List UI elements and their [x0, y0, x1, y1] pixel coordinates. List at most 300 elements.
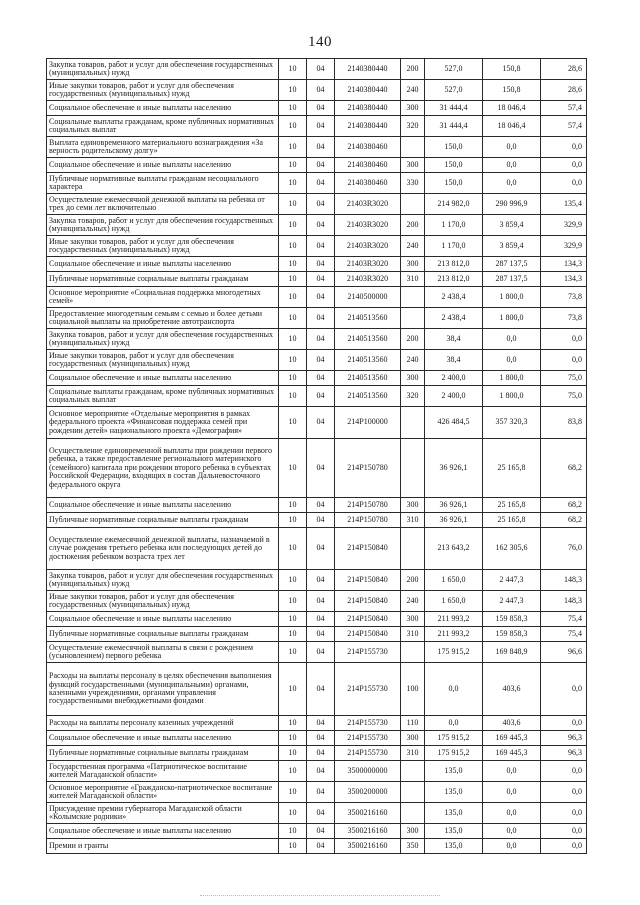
table-row	[47, 116, 587, 137]
row-plan-amount: 211 993,2	[425, 627, 483, 642]
row-name: Социальное обеспечение и иные выплаты населению	[47, 158, 279, 173]
row-subsection-code: 04	[307, 513, 335, 528]
row-plan-amount: 214 982,0	[425, 194, 483, 215]
row-plan-amount: 31 444,4	[425, 116, 483, 137]
row-target-article-code: 3500216160	[335, 803, 401, 824]
row-expense-type-code: 100	[401, 663, 425, 716]
row-expense-type-code: 300	[401, 731, 425, 746]
row-expense-type-code: 310	[401, 513, 425, 528]
table-row	[47, 371, 587, 386]
row-subsection-code: 04	[307, 839, 335, 854]
table-row	[47, 59, 587, 80]
row-target-article-code: 2140380460	[335, 137, 401, 158]
row-execution-percent: 75,4	[541, 612, 587, 627]
row-section-code: 10	[279, 761, 307, 782]
row-execution-percent: 76,0	[541, 528, 587, 570]
row-subsection-code: 04	[307, 498, 335, 513]
row-actual-amount: 150,8	[483, 80, 541, 101]
row-plan-amount: 0,0	[425, 663, 483, 716]
row-subsection-code: 04	[307, 215, 335, 236]
row-name: Социальное обеспечение и иные выплаты населению	[47, 612, 279, 627]
row-target-article-code: 21403R3020	[335, 194, 401, 215]
table-row	[47, 272, 587, 287]
table-row	[47, 80, 587, 101]
row-execution-percent: 0,0	[541, 824, 587, 839]
row-target-article-code: 214P150780	[335, 513, 401, 528]
row-name: Социальное обеспечение и иные выплаты населению	[47, 498, 279, 513]
table-row	[47, 591, 587, 612]
row-actual-amount: 159 858,3	[483, 627, 541, 642]
table-row	[47, 839, 587, 854]
row-actual-amount: 25 165,8	[483, 513, 541, 528]
row-subsection-code: 04	[307, 116, 335, 137]
table-row	[47, 386, 587, 407]
row-name: Расходы на выплаты персоналу в целях обеспечения выполнения функций государственными (муниципальными) органами, казенными учреждениями, органами управления государственными внебюджетными фондами	[47, 663, 279, 716]
row-actual-amount: 3 859,4	[483, 215, 541, 236]
row-actual-amount: 357 320,3	[483, 407, 541, 439]
row-target-article-code: 214P155730	[335, 663, 401, 716]
row-target-article-code: 2140513560	[335, 371, 401, 386]
row-execution-percent: 0,0	[541, 173, 587, 194]
row-execution-percent: 83,8	[541, 407, 587, 439]
row-target-article-code: 3500000000	[335, 761, 401, 782]
row-name: Социальные выплаты гражданам, кроме публичных нормативных социальных выплат	[47, 116, 279, 137]
table-row	[47, 439, 587, 498]
row-expense-type-code	[401, 642, 425, 663]
row-expense-type-code: 320	[401, 116, 425, 137]
row-name: Иные закупки товаров, работ и услуг для обеспечения государственных (муниципальных) нужд	[47, 236, 279, 257]
row-subsection-code: 04	[307, 236, 335, 257]
row-target-article-code: 2140513560	[335, 308, 401, 329]
row-subsection-code: 04	[307, 663, 335, 716]
row-execution-percent: 0,0	[541, 329, 587, 350]
row-execution-percent: 57,4	[541, 101, 587, 116]
row-expense-type-code: 240	[401, 350, 425, 371]
row-plan-amount: 175 915,2	[425, 642, 483, 663]
row-subsection-code: 04	[307, 287, 335, 308]
row-plan-amount: 213 812,0	[425, 272, 483, 287]
row-name: Осуществление единовременной выплаты при рождении первого ребенка, а также предоставление регионального материнского (семейного) капитала при рождении второго ребенка в субъектах Российской Федерации, входящих в состав Дальневосточного федерального округа	[47, 439, 279, 498]
row-section-code: 10	[279, 782, 307, 803]
row-execution-percent: 75,0	[541, 371, 587, 386]
row-section-code: 10	[279, 642, 307, 663]
row-name: Иные закупки товаров, работ и услуг для обеспечения государственных (муниципальных) нужд	[47, 350, 279, 371]
row-actual-amount: 0,0	[483, 761, 541, 782]
row-subsection-code: 04	[307, 803, 335, 824]
row-section-code: 10	[279, 272, 307, 287]
row-execution-percent: 0,0	[541, 782, 587, 803]
row-section-code: 10	[279, 59, 307, 80]
row-subsection-code: 04	[307, 272, 335, 287]
row-target-article-code: 3500200000	[335, 782, 401, 803]
row-expense-type-code: 110	[401, 716, 425, 731]
row-execution-percent: 329,9	[541, 215, 587, 236]
row-target-article-code: 214P150840	[335, 612, 401, 627]
row-name: Публичные нормативные социальные выплаты гражданам	[47, 746, 279, 761]
row-name: Осуществление ежемесячной денежной выплаты, назначаемой в случае рождения третьего ребенка или последующих детей до достижения ребенком возраста трех лет	[47, 528, 279, 570]
row-section-code: 10	[279, 116, 307, 137]
row-plan-amount: 135,0	[425, 782, 483, 803]
row-name: Осуществление ежемесячной денежной выплаты на ребенка от трех до семи лет включительно	[47, 194, 279, 215]
row-execution-percent: 73,8	[541, 308, 587, 329]
row-actual-amount: 287 137,5	[483, 272, 541, 287]
row-expense-type-code: 200	[401, 59, 425, 80]
budget-table-body	[47, 59, 587, 854]
row-execution-percent: 28,6	[541, 80, 587, 101]
row-expense-type-code: 300	[401, 498, 425, 513]
row-plan-amount: 213 643,2	[425, 528, 483, 570]
row-subsection-code: 04	[307, 824, 335, 839]
row-name: Выплата единовременного материального вознаграждения «За верность родительскому долгу»	[47, 137, 279, 158]
row-target-article-code: 21403R3020	[335, 272, 401, 287]
row-subsection-code: 04	[307, 80, 335, 101]
row-subsection-code: 04	[307, 782, 335, 803]
row-target-article-code: 214P150780	[335, 439, 401, 498]
row-section-code: 10	[279, 257, 307, 272]
row-actual-amount: 403,6	[483, 663, 541, 716]
row-section-code: 10	[279, 158, 307, 173]
row-subsection-code: 04	[307, 329, 335, 350]
row-plan-amount: 36 926,1	[425, 513, 483, 528]
row-name: Социальное обеспечение и иные выплаты населению	[47, 731, 279, 746]
row-target-article-code: 2140380440	[335, 80, 401, 101]
row-target-article-code: 214P155730	[335, 716, 401, 731]
row-actual-amount: 1 800,0	[483, 287, 541, 308]
table-row	[47, 731, 587, 746]
row-expense-type-code: 300	[401, 158, 425, 173]
row-actual-amount: 290 996,9	[483, 194, 541, 215]
row-subsection-code: 04	[307, 350, 335, 371]
row-target-article-code: 214P100000	[335, 407, 401, 439]
row-target-article-code: 2140380460	[335, 173, 401, 194]
row-name: Социальное обеспечение и иные выплаты населению	[47, 824, 279, 839]
row-plan-amount: 36 926,1	[425, 498, 483, 513]
row-plan-amount: 426 484,5	[425, 407, 483, 439]
row-name: Закупка товаров, работ и услуг для обеспечения государственных (муниципальных) нужд	[47, 570, 279, 591]
row-name: Закупка товаров, работ и услуг для обеспечения государственных (муниципальных) нужд	[47, 215, 279, 236]
table-row	[47, 663, 587, 716]
row-plan-amount: 2 438,4	[425, 308, 483, 329]
row-target-article-code: 214P155730	[335, 731, 401, 746]
row-section-code: 10	[279, 731, 307, 746]
row-expense-type-code: 240	[401, 591, 425, 612]
table-row	[47, 498, 587, 513]
row-subsection-code: 04	[307, 761, 335, 782]
row-section-code: 10	[279, 591, 307, 612]
row-target-article-code: 214P155730	[335, 642, 401, 663]
row-expense-type-code	[401, 287, 425, 308]
row-target-article-code: 2140500000	[335, 287, 401, 308]
row-expense-type-code: 300	[401, 612, 425, 627]
row-section-code: 10	[279, 407, 307, 439]
row-plan-amount: 38,4	[425, 329, 483, 350]
row-execution-percent: 0,0	[541, 761, 587, 782]
table-row	[47, 287, 587, 308]
row-name: Основное мероприятие «Отдельные мероприятия в рамках федерального проекта «Финансовая поддержка семей при рождении детей» национального проекта «Демография»	[47, 407, 279, 439]
table-row	[47, 350, 587, 371]
row-name: Предоставление многодетным семьям с семью и более детьми социальной выплаты на приобретение автотранспорта	[47, 308, 279, 329]
row-plan-amount: 175 915,2	[425, 731, 483, 746]
row-section-code: 10	[279, 803, 307, 824]
row-execution-percent: 134,3	[541, 257, 587, 272]
row-section-code: 10	[279, 173, 307, 194]
row-name: Государственная программа «Патриотическое воспитание жителей Магаданской области»	[47, 761, 279, 782]
row-section-code: 10	[279, 350, 307, 371]
row-section-code: 10	[279, 371, 307, 386]
row-section-code: 10	[279, 824, 307, 839]
row-target-article-code: 214P150840	[335, 528, 401, 570]
row-actual-amount: 18 046,4	[483, 116, 541, 137]
row-plan-amount: 135,0	[425, 803, 483, 824]
row-name: Закупка товаров, работ и услуг для обеспечения государственных (муниципальных) нужд	[47, 59, 279, 80]
row-name: Присуждение премии губернатора Магаданской области «Колымские родники»	[47, 803, 279, 824]
row-plan-amount: 527,0	[425, 80, 483, 101]
row-expense-type-code: 240	[401, 236, 425, 257]
row-expense-type-code: 200	[401, 215, 425, 236]
row-subsection-code: 04	[307, 591, 335, 612]
row-target-article-code: 3500216160	[335, 824, 401, 839]
row-section-code: 10	[279, 439, 307, 498]
row-actual-amount: 169 445,3	[483, 731, 541, 746]
table-row	[47, 173, 587, 194]
row-execution-percent: 148,3	[541, 570, 587, 591]
row-actual-amount: 0,0	[483, 158, 541, 173]
row-target-article-code: 214P150840	[335, 627, 401, 642]
row-execution-percent: 0,0	[541, 839, 587, 854]
table-row	[47, 236, 587, 257]
row-name: Социальные выплаты гражданам, кроме публичных нормативных социальных выплат	[47, 386, 279, 407]
row-subsection-code: 04	[307, 746, 335, 761]
table-row	[47, 627, 587, 642]
row-plan-amount: 150,0	[425, 173, 483, 194]
row-execution-percent: 96,3	[541, 731, 587, 746]
row-plan-amount: 1 170,0	[425, 236, 483, 257]
row-actual-amount: 25 165,8	[483, 439, 541, 498]
row-execution-percent: 329,9	[541, 236, 587, 257]
row-section-code: 10	[279, 386, 307, 407]
row-actual-amount: 25 165,8	[483, 498, 541, 513]
row-target-article-code: 3500216160	[335, 839, 401, 854]
row-execution-percent: 0,0	[541, 350, 587, 371]
row-expense-type-code: 320	[401, 386, 425, 407]
table-row	[47, 570, 587, 591]
row-plan-amount: 2 400,0	[425, 386, 483, 407]
row-actual-amount: 0,0	[483, 839, 541, 854]
row-expense-type-code	[401, 194, 425, 215]
row-target-article-code: 2140513560	[335, 329, 401, 350]
row-subsection-code: 04	[307, 257, 335, 272]
row-section-code: 10	[279, 287, 307, 308]
row-execution-percent: 96,6	[541, 642, 587, 663]
row-name: Основное мероприятие «Гражданско-патриотическое воспитание жителей Магаданской области»	[47, 782, 279, 803]
row-name: Публичные нормативные социальные выплаты гражданам	[47, 513, 279, 528]
row-execution-percent: 75,4	[541, 627, 587, 642]
row-execution-percent: 0,0	[541, 663, 587, 716]
row-execution-percent: 75,0	[541, 386, 587, 407]
row-execution-percent: 0,0	[541, 158, 587, 173]
table-row	[47, 612, 587, 627]
row-target-article-code: 2140513560	[335, 350, 401, 371]
row-actual-amount: 1 800,0	[483, 386, 541, 407]
row-subsection-code: 04	[307, 407, 335, 439]
row-plan-amount: 38,4	[425, 350, 483, 371]
row-actual-amount: 403,6	[483, 716, 541, 731]
row-section-code: 10	[279, 236, 307, 257]
row-name: Осуществление ежемесячной выплаты в связи с рождением (усыновлением) первого ребенка	[47, 642, 279, 663]
row-actual-amount: 0,0	[483, 350, 541, 371]
row-execution-percent: 135,4	[541, 194, 587, 215]
row-name: Иные закупки товаров, работ и услуг для обеспечения государственных (муниципальных) нужд	[47, 80, 279, 101]
table-row	[47, 194, 587, 215]
row-target-article-code: 2140380460	[335, 158, 401, 173]
row-subsection-code: 04	[307, 716, 335, 731]
row-subsection-code: 04	[307, 59, 335, 80]
row-actual-amount: 0,0	[483, 782, 541, 803]
table-row	[47, 642, 587, 663]
row-section-code: 10	[279, 570, 307, 591]
row-expense-type-code: 310	[401, 746, 425, 761]
row-expense-type-code: 200	[401, 570, 425, 591]
row-target-article-code: 21403R3020	[335, 236, 401, 257]
row-target-article-code: 2140380440	[335, 101, 401, 116]
row-section-code: 10	[279, 80, 307, 101]
row-section-code: 10	[279, 498, 307, 513]
table-row	[47, 528, 587, 570]
row-expense-type-code	[401, 782, 425, 803]
row-section-code: 10	[279, 528, 307, 570]
row-actual-amount: 0,0	[483, 173, 541, 194]
row-expense-type-code	[401, 528, 425, 570]
row-expense-type-code	[401, 803, 425, 824]
row-plan-amount: 1 650,0	[425, 591, 483, 612]
row-expense-type-code: 300	[401, 824, 425, 839]
row-section-code: 10	[279, 194, 307, 215]
row-expense-type-code	[401, 761, 425, 782]
row-actual-amount: 0,0	[483, 137, 541, 158]
row-subsection-code: 04	[307, 137, 335, 158]
row-actual-amount: 159 858,3	[483, 612, 541, 627]
row-subsection-code: 04	[307, 528, 335, 570]
row-section-code: 10	[279, 612, 307, 627]
row-target-article-code: 2140380440	[335, 59, 401, 80]
row-actual-amount: 1 800,0	[483, 371, 541, 386]
row-subsection-code: 04	[307, 308, 335, 329]
row-actual-amount: 2 447,3	[483, 591, 541, 612]
row-execution-percent: 68,2	[541, 439, 587, 498]
row-name: Премии и гранты	[47, 839, 279, 854]
row-execution-percent: 28,6	[541, 59, 587, 80]
row-expense-type-code: 330	[401, 173, 425, 194]
row-expense-type-code: 350	[401, 839, 425, 854]
table-row	[47, 215, 587, 236]
row-plan-amount: 135,0	[425, 761, 483, 782]
row-expense-type-code: 200	[401, 329, 425, 350]
row-subsection-code: 04	[307, 612, 335, 627]
row-actual-amount: 169 445,3	[483, 746, 541, 761]
table-row	[47, 308, 587, 329]
row-execution-percent: 134,3	[541, 272, 587, 287]
row-plan-amount: 213 812,0	[425, 257, 483, 272]
table-row	[47, 329, 587, 350]
table-row	[47, 803, 587, 824]
row-plan-amount: 2 438,4	[425, 287, 483, 308]
row-section-code: 10	[279, 308, 307, 329]
row-section-code: 10	[279, 137, 307, 158]
row-actual-amount: 150,8	[483, 59, 541, 80]
row-execution-percent: 0,0	[541, 716, 587, 731]
row-expense-type-code	[401, 137, 425, 158]
row-name: Публичные нормативные социальные выплаты гражданам	[47, 272, 279, 287]
row-section-code: 10	[279, 627, 307, 642]
row-subsection-code: 04	[307, 627, 335, 642]
row-target-article-code: 214P150780	[335, 498, 401, 513]
table-row	[47, 137, 587, 158]
row-plan-amount: 135,0	[425, 839, 483, 854]
row-section-code: 10	[279, 839, 307, 854]
row-subsection-code: 04	[307, 642, 335, 663]
row-expense-type-code: 300	[401, 257, 425, 272]
table-row	[47, 257, 587, 272]
table-row	[47, 746, 587, 761]
row-name: Расходы на выплаты персоналу казенных учреждений	[47, 716, 279, 731]
table-row	[47, 407, 587, 439]
row-execution-percent: 0,0	[541, 137, 587, 158]
row-subsection-code: 04	[307, 439, 335, 498]
row-name: Публичные нормативные социальные выплаты гражданам	[47, 627, 279, 642]
row-target-article-code: 2140513560	[335, 386, 401, 407]
row-actual-amount: 162 305,6	[483, 528, 541, 570]
row-plan-amount: 527,0	[425, 59, 483, 80]
row-section-code: 10	[279, 746, 307, 761]
row-name: Социальное обеспечение и иные выплаты населению	[47, 257, 279, 272]
row-section-code: 10	[279, 215, 307, 236]
row-target-article-code: 21403R3020	[335, 257, 401, 272]
row-subsection-code: 04	[307, 731, 335, 746]
row-execution-percent: 96,3	[541, 746, 587, 761]
row-execution-percent: 68,2	[541, 513, 587, 528]
row-subsection-code: 04	[307, 158, 335, 173]
row-section-code: 10	[279, 716, 307, 731]
row-expense-type-code: 300	[401, 371, 425, 386]
table-row	[47, 761, 587, 782]
row-subsection-code: 04	[307, 570, 335, 591]
row-name: Публичные нормативные выплаты гражданам несоциального характера	[47, 173, 279, 194]
row-expense-type-code	[401, 308, 425, 329]
row-subsection-code: 04	[307, 173, 335, 194]
row-name: Основное мероприятие «Социальная поддержка многодетных семей»	[47, 287, 279, 308]
row-target-article-code: 2140380440	[335, 116, 401, 137]
row-plan-amount: 135,0	[425, 824, 483, 839]
row-target-article-code: 214P150840	[335, 570, 401, 591]
row-execution-percent: 0,0	[541, 803, 587, 824]
table-row	[47, 158, 587, 173]
row-execution-percent: 73,8	[541, 287, 587, 308]
row-section-code: 10	[279, 329, 307, 350]
row-plan-amount: 1 170,0	[425, 215, 483, 236]
row-expense-type-code: 310	[401, 272, 425, 287]
row-name: Иные закупки товаров, работ и услуг для обеспечения государственных (муниципальных) нужд	[47, 591, 279, 612]
table-row	[47, 513, 587, 528]
row-subsection-code: 04	[307, 194, 335, 215]
row-plan-amount: 1 650,0	[425, 570, 483, 591]
row-plan-amount: 150,0	[425, 158, 483, 173]
row-expense-type-code: 310	[401, 627, 425, 642]
row-target-article-code: 214P150840	[335, 591, 401, 612]
row-actual-amount: 1 800,0	[483, 308, 541, 329]
row-execution-percent: 68,2	[541, 498, 587, 513]
row-plan-amount: 211 993,2	[425, 612, 483, 627]
row-execution-percent: 57,4	[541, 116, 587, 137]
